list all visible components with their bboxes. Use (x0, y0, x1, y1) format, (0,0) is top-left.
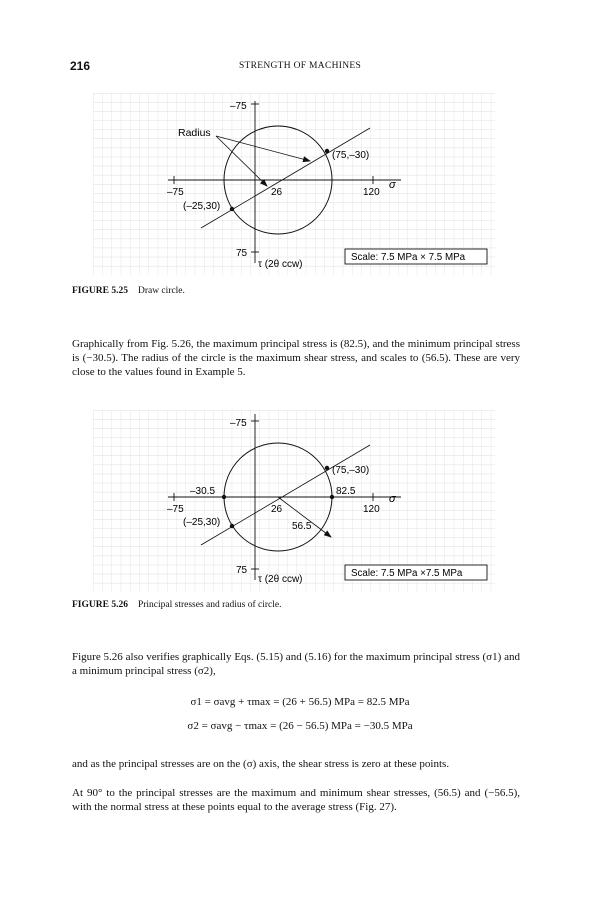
figure-5-25-caption-label: FIGURE 5.25 (72, 286, 128, 296)
right-tick-label: 120 (363, 187, 380, 198)
point-a-dot (325, 466, 329, 470)
figure-5-25-caption (72, 286, 185, 296)
mohr-circle-figure-5-25 (93, 93, 495, 275)
tick-bottom-label: 75 (236, 565, 248, 576)
point-b-dot (230, 524, 234, 528)
paragraph-1: Graphically from Fig. 5.26, the maximum principal stress is (82.5), and the minimum principal stress is (−30.5). The radius of the circle is the maximum shear stress, and scales to (56.5). These are very close to the values found in Example 5. (72, 338, 520, 379)
radius-label: Radius (178, 127, 211, 139)
tick-top-label: –75 (230, 418, 247, 429)
radius-value-label: 56.5 (292, 521, 312, 532)
min-principal-dot (222, 495, 226, 499)
sigma-label: σ (389, 493, 396, 505)
scale-label: Scale: 7.5 MPa × 7.5 MPa (351, 252, 466, 263)
center-label: 26 (271, 187, 283, 198)
left-tick-label: –75 (167, 187, 184, 198)
point-b-label: (–25,30) (183, 201, 221, 212)
grid-background (93, 93, 495, 275)
scale-label: Scale: 7.5 MPa ×7.5 MPa (351, 568, 463, 579)
max-principal-dot (330, 495, 334, 499)
figure-5-25-caption-text: Draw circle. (137, 286, 185, 296)
point-b-label: (–25,30) (183, 517, 221, 528)
paragraph-3: and as the principal stresses are on the (σ) axis, the shear stress is zero at these points. (72, 758, 450, 770)
paragraph-2: Figure 5.26 also verifies graphically Eqs. (5.15) and (5.16) for the maximum principal stress (σ1) and a minimum principal stress (σ2), (72, 651, 520, 678)
right-tick-label: 120 (363, 504, 380, 515)
running-title: STRENGTH OF MACHINES (238, 61, 362, 71)
point-a-dot (325, 149, 329, 153)
mohr-circle-figure-5-26 (93, 410, 495, 592)
left-tick-label: –75 (167, 504, 184, 515)
figure-5-26-caption-text: Principal stresses and radius of circle. (137, 600, 282, 610)
equation-sigma-1: σ1 = σavg + τmax = (26 + 56.5) MPa = 82.5 MPa (190, 696, 410, 708)
center-label: 26 (271, 504, 283, 515)
page-number: 216 (70, 59, 91, 73)
figure-5-26-caption (72, 600, 281, 610)
equation-sigma-2: σ2 = σavg − τmax = (26 − 56.5) MPa = −30.5 MPa (187, 720, 413, 732)
min-principal-label: –30.5 (190, 486, 216, 497)
sigma-label: σ (389, 179, 396, 191)
figure-5-26-caption-label: FIGURE 5.26 (72, 600, 128, 610)
tau-label: τ (2θ ccw) (258, 259, 303, 270)
tau-label: τ (2θ ccw) (258, 574, 303, 585)
max-principal-label: 82.5 (336, 486, 356, 497)
tick-bottom-label: 75 (236, 248, 248, 259)
tick-top-label: –75 (230, 101, 247, 112)
point-a-label: (75,–30) (332, 150, 370, 161)
paragraph-4: At 90° to the principal stresses are the maximum and minimum shear stresses, (56.5) and (−56.5), with the normal stress at these points equal to the average stress (Fig. 27). (72, 787, 520, 814)
point-b-dot (230, 207, 234, 211)
point-a-label: (75,–30) (332, 465, 370, 476)
